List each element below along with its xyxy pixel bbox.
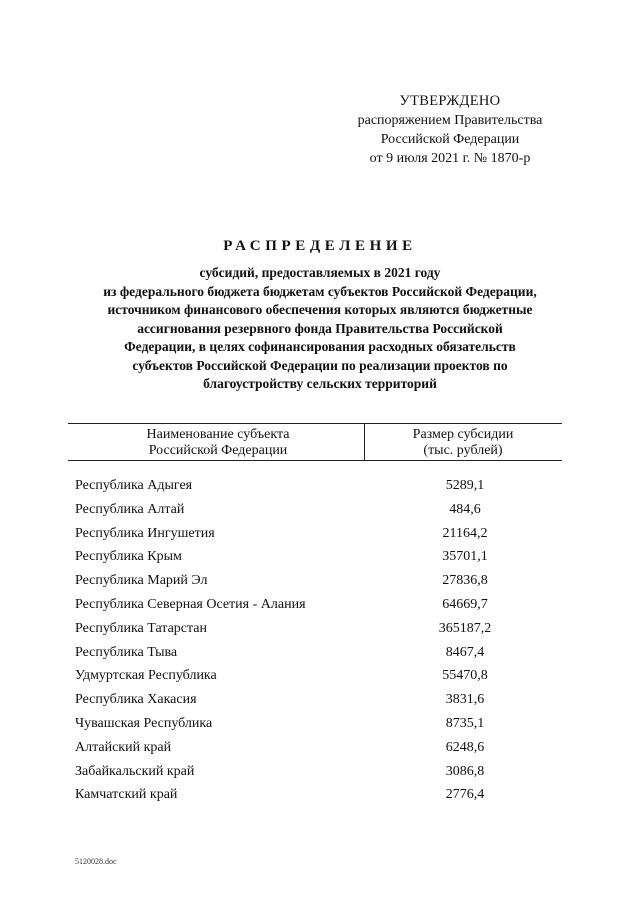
subject-name: Республика Татарстан xyxy=(75,620,208,636)
subtitle-line: источником финансового обеспечения которых являются бюджетные xyxy=(107,302,533,317)
header-subject-line: Наименование субъекта xyxy=(146,427,290,442)
subtitle-line: Федерации, в целях софинансирования расходных обязательств xyxy=(124,339,516,354)
subsidy-amount: 21164,2 xyxy=(442,525,488,541)
subject-name: Республика Крым xyxy=(75,549,182,565)
subsidy-amount: 64669,7 xyxy=(442,596,488,612)
table-row xyxy=(75,526,555,550)
document-title: РАСПРЕДЕЛЕНИЕ xyxy=(223,238,417,254)
table-row xyxy=(75,549,555,573)
header-subject-line: Российской Федерации xyxy=(148,443,288,458)
table-header xyxy=(68,423,562,461)
subsidy-amount: 3831,6 xyxy=(445,692,485,708)
subject-name: Алтайский край xyxy=(75,739,172,755)
subject-name: Удмуртская Республика xyxy=(75,668,217,684)
approval-line: распоряжением Правительства xyxy=(357,113,543,128)
subsidy-amount: 8735,1 xyxy=(445,715,485,731)
approval-date: от 9 июля 2021 г. № 1870-р xyxy=(369,151,531,166)
subject-name: Камчатский край xyxy=(75,787,178,803)
subject-name: Республика Адыгея xyxy=(75,478,193,493)
document-subtitle xyxy=(60,264,580,394)
header-subject xyxy=(108,427,328,459)
subsidy-amount: 484,6 xyxy=(449,501,481,517)
subtitle-line: субсидий, предоставляемых в 2021 году xyxy=(199,265,441,280)
table-row xyxy=(75,621,555,645)
subsidy-amount: 365187,2 xyxy=(438,620,492,636)
subtitle-line: субъектов Российской Федерации по реализации проектов по xyxy=(132,357,508,373)
subtitle-line: из федерального бюджета бюджетам субъектов Российской Федерации, xyxy=(103,283,537,299)
subject-name: Республика Алтай xyxy=(75,501,185,517)
subject-name: Республика Северная Осетия - Алания xyxy=(75,596,306,612)
header-amount-line: (тыс. рублей) xyxy=(423,443,503,458)
subsidy-amount: 6248,6 xyxy=(445,739,485,755)
header-amount-line: Размер субсидии xyxy=(412,427,514,442)
subject-name: Забайкальский край xyxy=(75,763,195,779)
subsidy-amount: 55470,8 xyxy=(442,668,488,684)
subtitle-line: ассигнования резервного фонда Правительства Российской xyxy=(137,320,503,336)
table-row xyxy=(75,764,555,788)
subsidy-amount: 27836,8 xyxy=(442,573,488,589)
header-amount xyxy=(378,427,548,459)
subsidy-amount: 3086,8 xyxy=(445,763,485,779)
table-row xyxy=(75,478,555,502)
approval-line: Российской Федерации xyxy=(380,132,520,147)
approval-heading: УТВЕРЖДЕНО xyxy=(399,93,501,109)
table-row xyxy=(75,692,555,716)
table-row xyxy=(75,740,555,764)
subsidy-amount: 5289,1 xyxy=(445,478,485,493)
subject-name: Республика Ингушетия xyxy=(75,525,215,541)
table-row xyxy=(75,502,555,526)
subsidy-amount: 8467,4 xyxy=(445,644,485,660)
table-row xyxy=(75,597,555,621)
table-row xyxy=(75,716,555,740)
table-row xyxy=(75,573,555,597)
approval-block xyxy=(330,92,570,168)
subject-name: Республика Марий Эл xyxy=(75,573,208,589)
subject-name: Чувашская Республика xyxy=(75,715,213,731)
subtitle-line: благоустройству сельских территорий xyxy=(203,376,437,391)
table-row xyxy=(75,668,555,692)
table-body xyxy=(75,478,555,811)
subsidy-amount: 35701,1 xyxy=(442,549,488,565)
header-divider xyxy=(364,424,365,460)
subject-name: Республика Хакасия xyxy=(75,692,197,708)
document-filename: 5120028.doc xyxy=(75,857,117,866)
subsidy-amount: 2776,4 xyxy=(445,787,485,803)
subject-name: Республика Тыва xyxy=(75,644,178,660)
table-row xyxy=(75,645,555,669)
table-row xyxy=(75,787,555,811)
